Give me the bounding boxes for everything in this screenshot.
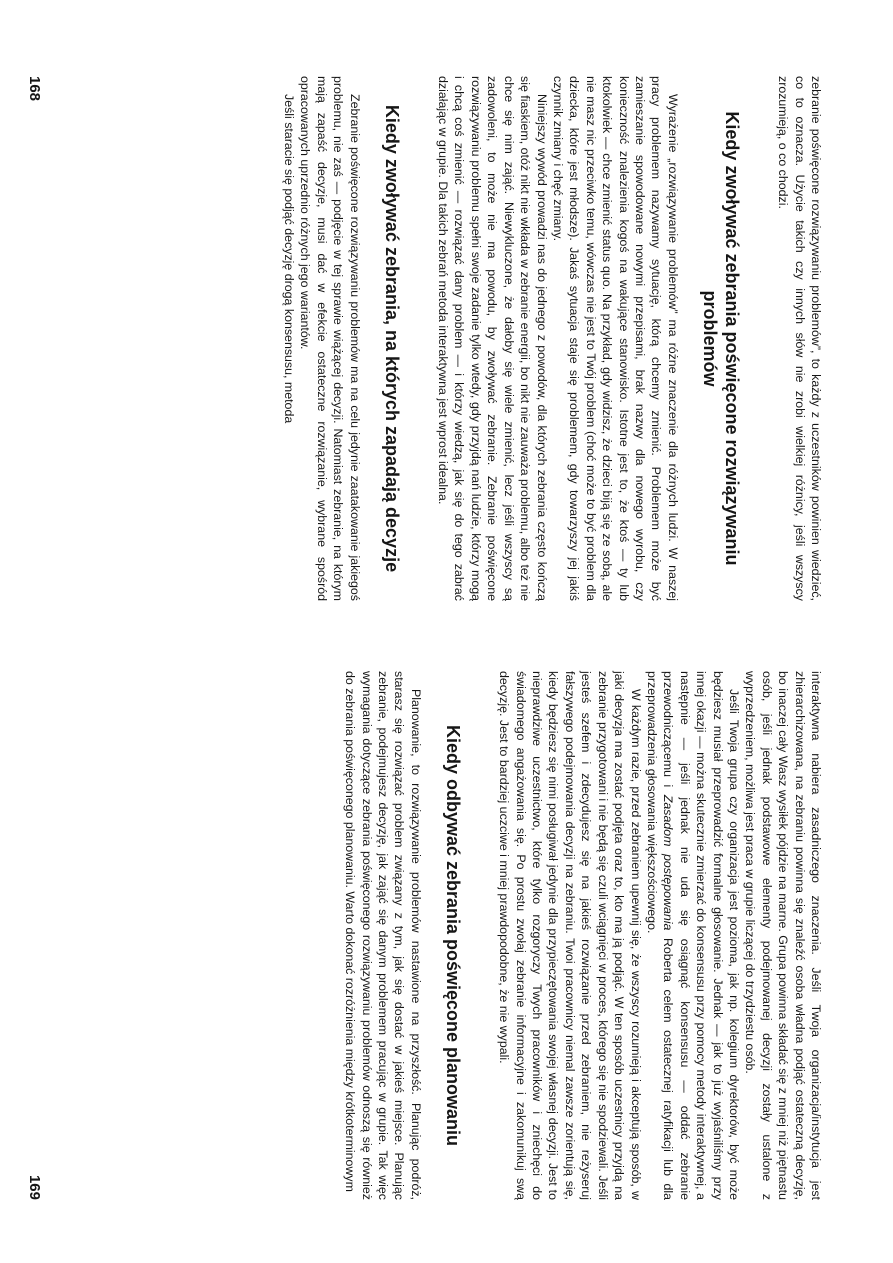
paragraph: Wyrażenie „rozwiązywanie problemów” ma różne znaczenie dla różnych ludzi. W naszej pracy problemem nazywamy sytuację, którą chcemy zmienić. Problemem może być zamieszanie spowodowane nowymi przepisami, brak nazwy dla nowego wyrobu, czy konieczność znalezienia kogoś na wakujące stanowisko. Istotne jest to, że ktoś — ty lub ktokolwiek — chce zmienić status quo. Na przykład, gdy widzisz, że dzieci biją się ze sobą, ale nie masz nic przeciwko temu, wówczas nie jest to Twój problem (choć może to być problem dla dziecka, które jest młodsze). Jakaś sytuacja staje się problemem, gdy towarzyszy jej jakiś czynnik zmiany i chęć zmiany.: [550, 76, 680, 601]
paragraph: Niniejszy wywód prowadzi nas do jednego z powodów, dla których zebrania często kończą się fiaskiem, otóż nikt nie wkłada w zebranie energii, bo nikt nie zauważa problemu, albo też nie chce się nim zająć. Niewykluczone, że dałoby się wiele zmienić, lecz jeśli wszyscy są zadowoleni, to może nie ma powodu, by zwoływać zebranie. Zebranie poświęcone rozwiązywaniu problemu spełni swoje zadanie tylko wtedy, gdy przyjdą nań ludzie, którzy mogą i chcą coś zmienić — rozwiązać dany problem — i którzy wiedzą, jak się do tego zabrać działając w grupie. Dla takich zebrań metoda interaktywna jest wprost idealna.: [436, 76, 549, 601]
paragraph: [644, 671, 742, 1200]
section-heading: Kiedy odbywać zebrania poświęcone planowaniu: [442, 724, 463, 1147]
section-heading: Kiedy zwoływać zebrania poświęcone rozwiązywaniu problemów: [699, 111, 742, 566]
paragraph: Jeśli staracie się podjąć decyzję drogą konsensusu, metoda: [282, 94, 297, 424]
section-heading: Kiedy zwoływać zebrania, na których zapadają decyzje: [381, 104, 402, 573]
paragraph: interaktywna nabiera zasadniczego znaczenia. Jeśli Twoja organizacja/instytucja jest zhierarchizowana, na zebraniu powinna się znaleźć osoba władna podjąć ostateczną decyzję, bo inaczej cały Wasz wysiłek pójdzie na marne. Grupa powinna składać się z mniej niż piętnastu osób, jeśli jednak podstawowe elementy podejmowanej decyzji zostały ustalone z wyprzedzeniem, możliwa jest praca w grupie liczącej do trzydziestu osób.: [743, 671, 823, 1200]
paragraph-text: Roberta celem ostatecznej ratyfikacji lub dla przeprowadzenia głosowania większościowego.: [644, 671, 676, 1200]
paragraph: Zebranie poświęcone rozwiązywaniu problemów ma na celu jedynie zaatakowanie jakiegoś problemu, nie zaś — podjęcie w tej sprawie wiążącej decyzji. Natomiast zebranie, na którym mają zapaść decyzje, musi dać w efekcie ostateczne rozwiązanie, wybrane spośród opracowanych uprzednio różnych jego wariantów.: [298, 76, 362, 601]
page-right: [0, 632, 893, 1263]
paragraph: Planowanie, to rozwiązywanie problemów nastawione na przyszłość. Planując podróż, starasz się rozwiązać problem związany z tym, jak się dostać w jakieś miejsce. Planując zebranie, podejmujesz decyzję, jak zająć się danym problemem pracując w grupie. Tak więc wymagania dotyczące zebrania poświęconego rozwiązywaniu problemów odnoszą się również do zebrania poświęconego planowaniu. Warto dokonać rozróżnienia między krótkoterminowym: [343, 671, 423, 1200]
paragraph: zebranie poświęcone rozwiązywaniu problemów”, to każdy z uczestników powinien wiedzieć, co to oznacza. Użycie takich czy innych słów nie zrobi wielkiej różnicy, jeśli wszyscy zrozumieją, o co chodzi.: [776, 76, 823, 601]
italic-title: Zasadom postępowania: [661, 794, 676, 931]
paragraph-text: Jeśli Twoja grupa czy organizacja jest pozioma, jak np. kolegium dyrektorów, być może będziesz musiał przeprowadzić formalne głosowanie. Jednak — jak to już wyjaśniliśmy przy innej okazji — można skutecznie zmierzać do konsensusu przy pomocy metody interaktywnej, a następnie — jeśli jednak nie uda się osiągnąć konsensusu — oddać zebranie przewodniczącemu i: [661, 671, 741, 1200]
page-number: 168: [26, 76, 43, 102]
page-number: 169: [26, 1174, 43, 1200]
paragraph: W każdym razie, przed zebraniem upewnij się, że wszyscy rozumieją i akceptują sposób, w jaki decyzja ma zostać podjęta oraz to, kto ma ją podjąć. W ten sposób uczestnicy przyjdą na zebranie przygotowani i nie będą się czuli wciągnięci w proces, którego się nie spodziewali. Jeśli jesteś szefem i zdecydujesz się na jakieś rozwiązanie przed zebraniem, nie reżyseruj fałszywego podejmowania decyzji na zebraniu. Twoi pracownicy niemal zawsze zorientują się, kiedy będziesz się nimi posługiwał jedynie dla przypieczętowania swojej własnej decyzji. Jest to nieprawdziwe uczestnictwo, które tylko rozgoryczy Twych pracowników i zniechęci do świadomego angażowania się. Po prostu zwołaj zebranie informacyjne i zakomunikuj swą decyzję. Jest to bardziej uczciwe i mniej prawdopodobne, że nie wypali.: [497, 671, 643, 1200]
